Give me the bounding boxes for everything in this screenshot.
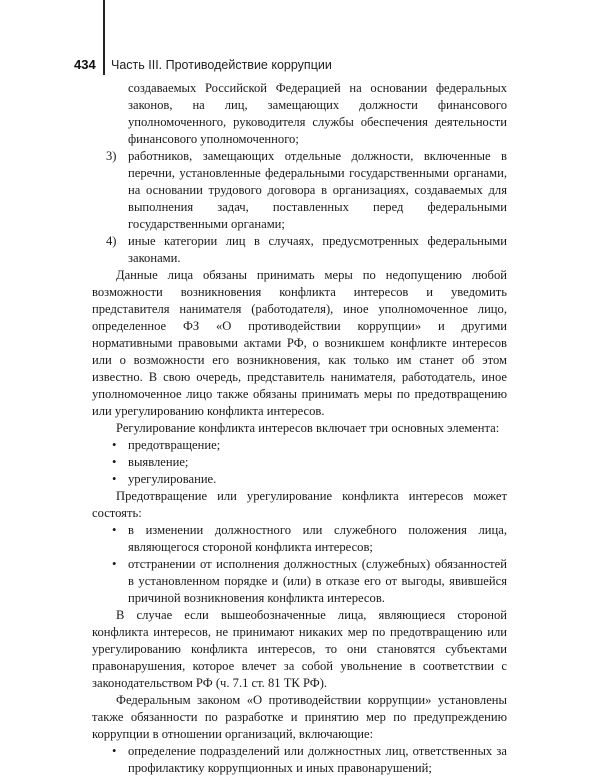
item-text: иные категории лиц в случаях, предусмотренных федеральными законами. xyxy=(128,234,507,265)
paragraph: Регулирование конфликта интересов включает три основных элемента: xyxy=(116,421,500,435)
page-body xyxy=(92,80,507,777)
item-text: работников, замещающих отдельные должности, включенные в перечни, установленные федеральными государственными органами, на основании трудового договора в организациях, создаваемых для выполнения задач, поставленных перед федеральными государственными органами; xyxy=(128,149,507,231)
bullet-icon: • xyxy=(112,557,117,571)
bullet-item xyxy=(92,743,507,777)
bullet-icon: • xyxy=(112,438,117,452)
bullet-item xyxy=(92,556,507,607)
bullet-text: урегулирование. xyxy=(128,472,217,486)
bullet-item xyxy=(92,471,507,488)
numbered-item-3 xyxy=(92,148,507,233)
bullet-text: выявление; xyxy=(128,455,189,469)
bullet-text: определение подразделений или должностных лиц, ответственных за профилактику коррупционных и иных правонарушений; xyxy=(128,744,507,775)
item-marker: 4) xyxy=(106,234,117,248)
numbered-item-4 xyxy=(92,233,507,267)
bullet-icon: • xyxy=(112,523,117,537)
paragraph: Предотвращение или урегулирование конфликта интересов может состоять: xyxy=(92,489,507,520)
running-header xyxy=(0,57,600,77)
section-title: Часть III. Противодействие коррупции xyxy=(111,58,332,72)
paragraph: Федеральным законом «О противодействии коррупции» установлены также обязанности по разработке и принятию мер по предупреждению коррупции в отношении организаций, включающие: xyxy=(92,693,507,741)
bullet-icon: • xyxy=(112,472,117,486)
bullet-item xyxy=(92,437,507,454)
paragraph: В случае если вышеобозначенные лица, являющиеся стороной конфликта интересов, не принимают никаких мер по предотвращению или урегулированию конфликта интересов, то они становятся субъектами правонарушения, которое влечет за собой увольнение в соответствии с законодательством РФ (ч. 7.1 ст. 81 ТК РФ). xyxy=(92,608,507,690)
bullet-icon: • xyxy=(112,455,117,469)
paragraph: Данные лица обязаны принимать меры по недопущению любой возможности возникновения конфликта интересов и уведомить представителя нанимателя (работодателя), иное уполномоченное лицо, определенное ФЗ «О противодействии коррупции» и другими нормативными правовыми актами РФ, о возникшем конфликте интересов или о возможности его возникновения, как только им станет об этом известно. В свою очередь, представитель нанимателя, работодатель, иное уполномоченное лицо также обязаны принимать меры по предотвращению или урегулированию конфликта интересов. xyxy=(92,268,507,418)
item-marker: 3) xyxy=(106,149,117,163)
bullet-text: отстранении от исполнения должностных (служебных) обязанностей в установленном порядке и (или) в отказе его от выгоды, явившейся причиной возникновения конфликта интересов. xyxy=(128,557,507,605)
list-item-continuation: создаваемых Российской Федерацией на основании федеральных законов, на лиц, замещающих должности финансового уполномоченного, руководителя службы обеспечения деятельности финансового уполномоченного; xyxy=(128,81,507,146)
page-number: 434 xyxy=(74,57,96,72)
bullet-item xyxy=(92,522,507,556)
bullet-item xyxy=(92,454,507,471)
bullet-text: предотвращение; xyxy=(128,438,221,452)
bullet-text: в изменении должностного или служебного положения лица, являющегося стороной конфликта интересов; xyxy=(128,523,507,554)
bullet-icon: • xyxy=(112,744,117,758)
